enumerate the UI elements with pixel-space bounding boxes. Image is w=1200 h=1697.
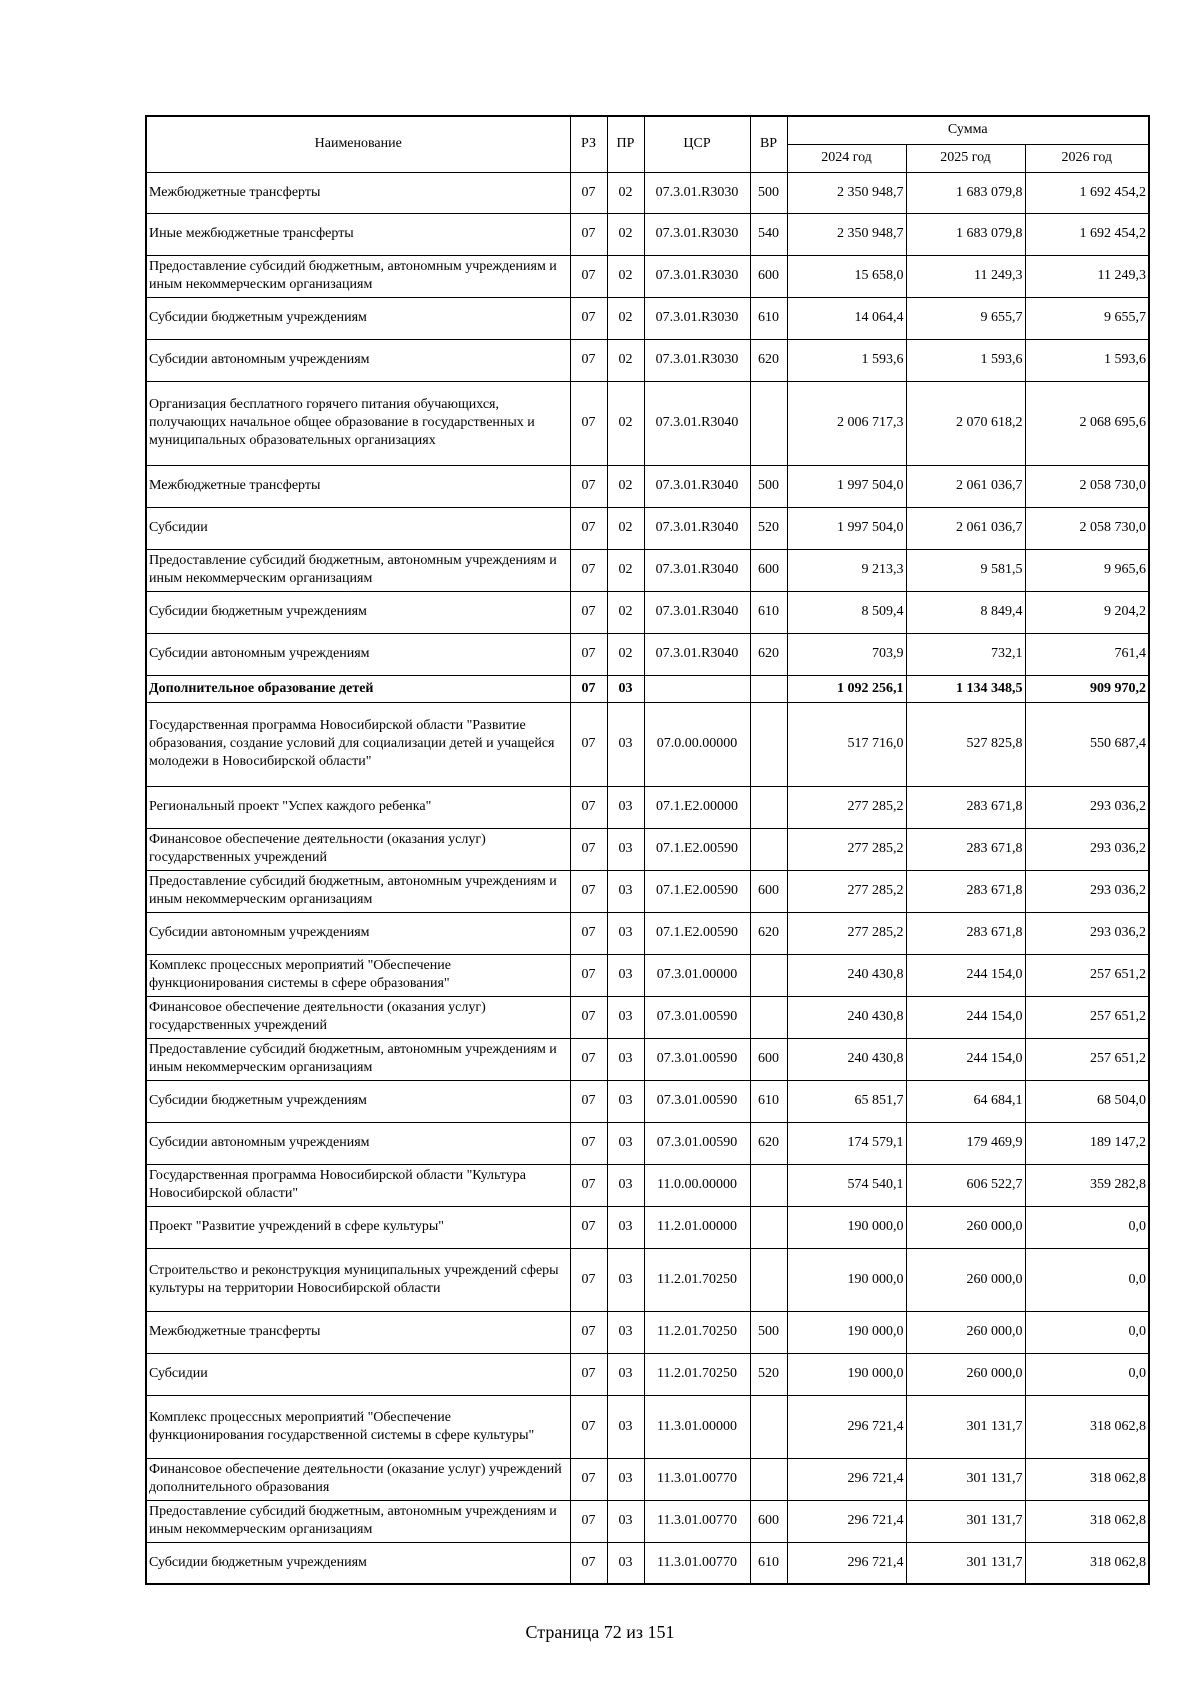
row-csr-cell: 11.3.01.00000: [644, 1395, 750, 1458]
table-row: [146, 297, 1149, 339]
row-sum-2024-cell: 65 851,7: [787, 1080, 906, 1122]
row-pr-cell: 02: [607, 255, 644, 297]
row-name-cell: Комплекс процессных мероприятий "Обеспечение функционирования государственной системы в сфере культуры": [146, 1395, 570, 1458]
row-csr-cell: 07.3.01.R3040: [644, 633, 750, 675]
row-pr-cell: 02: [607, 507, 644, 549]
row-pr-cell: 02: [607, 549, 644, 591]
row-pr-cell: 02: [607, 339, 644, 381]
row-name-cell: Межбюджетные трансферты: [146, 465, 570, 507]
row-sum-2026-cell: 293 036,2: [1025, 828, 1149, 870]
row-sum-2025-cell: 1 683 079,8: [906, 172, 1025, 213]
row-rz-cell: 07: [570, 591, 607, 633]
table-row: [146, 702, 1149, 786]
table-row: [146, 1311, 1149, 1353]
row-pr-cell: 03: [607, 1500, 644, 1542]
table-row: [146, 996, 1149, 1038]
row-sum-2026-cell: 318 062,8: [1025, 1395, 1149, 1458]
row-sum-2025-cell: 260 000,0: [906, 1311, 1025, 1353]
row-name-cell: Субсидии бюджетным учреждениям: [146, 297, 570, 339]
row-sum-2025-cell: 244 154,0: [906, 996, 1025, 1038]
row-sum-2024-cell: 517 716,0: [787, 702, 906, 786]
row-sum-2026-cell: 189 147,2: [1025, 1122, 1149, 1164]
row-vr-cell: 620: [750, 633, 787, 675]
row-csr-cell: 07.3.01.R3040: [644, 549, 750, 591]
row-rz-cell: 07: [570, 1353, 607, 1395]
row-csr-cell: 11.2.01.70250: [644, 1311, 750, 1353]
table-row: [146, 591, 1149, 633]
row-sum-2025-cell: 11 249,3: [906, 255, 1025, 297]
row-rz-cell: 07: [570, 786, 607, 828]
row-vr-cell: 520: [750, 507, 787, 549]
row-rz-cell: 07: [570, 213, 607, 255]
row-rz-cell: 07: [570, 1122, 607, 1164]
row-csr-cell: 11.3.01.00770: [644, 1458, 750, 1500]
row-name-cell: Дополнительное образование детей: [146, 675, 570, 702]
row-vr-cell: [750, 1248, 787, 1311]
row-csr-cell: 11.3.01.00770: [644, 1542, 750, 1584]
table-row: [146, 255, 1149, 297]
row-pr-cell: 02: [607, 213, 644, 255]
row-rz-cell: 07: [570, 1164, 607, 1206]
row-pr-cell: 03: [607, 702, 644, 786]
row-rz-cell: 07: [570, 381, 607, 465]
row-vr-cell: 600: [750, 1500, 787, 1542]
row-vr-cell: 620: [750, 912, 787, 954]
table-row: [146, 549, 1149, 591]
row-pr-cell: 03: [607, 1038, 644, 1080]
row-sum-2026-cell: 68 504,0: [1025, 1080, 1149, 1122]
table-row: [146, 465, 1149, 507]
row-pr-cell: 02: [607, 381, 644, 465]
row-csr-cell: 07.3.01.R3030: [644, 213, 750, 255]
row-csr-cell: 07.0.00.00000: [644, 702, 750, 786]
col-header-pr: ПР: [607, 116, 644, 172]
row-sum-2024-cell: 277 285,2: [787, 828, 906, 870]
row-rz-cell: 07: [570, 297, 607, 339]
row-name-cell: Субсидии бюджетным учреждениям: [146, 1542, 570, 1584]
table-row: [146, 1542, 1149, 1584]
table-row: [146, 507, 1149, 549]
row-pr-cell: 03: [607, 1542, 644, 1584]
row-sum-2025-cell: 732,1: [906, 633, 1025, 675]
row-sum-2026-cell: 293 036,2: [1025, 912, 1149, 954]
row-pr-cell: 03: [607, 1458, 644, 1500]
row-sum-2024-cell: 174 579,1: [787, 1122, 906, 1164]
row-name-cell: Предоставление субсидий бюджетным, автономным учреждениям и иным некоммерческим организациям: [146, 870, 570, 912]
row-vr-cell: [750, 702, 787, 786]
table-row: [146, 381, 1149, 465]
row-sum-2024-cell: 2 006 717,3: [787, 381, 906, 465]
row-sum-2026-cell: 1 692 454,2: [1025, 213, 1149, 255]
row-name-cell: Субсидии автономным учреждениям: [146, 633, 570, 675]
row-sum-2025-cell: 301 131,7: [906, 1395, 1025, 1458]
row-sum-2024-cell: 277 285,2: [787, 786, 906, 828]
row-csr-cell: 07.3.01.R3030: [644, 255, 750, 297]
row-vr-cell: [750, 1458, 787, 1500]
row-vr-cell: 600: [750, 255, 787, 297]
row-pr-cell: 03: [607, 912, 644, 954]
row-rz-cell: 07: [570, 549, 607, 591]
row-pr-cell: 03: [607, 786, 644, 828]
row-sum-2024-cell: 703,9: [787, 633, 906, 675]
row-rz-cell: 07: [570, 1080, 607, 1122]
row-sum-2024-cell: 296 721,4: [787, 1542, 906, 1584]
row-sum-2025-cell: 301 131,7: [906, 1500, 1025, 1542]
row-csr-cell: [644, 675, 750, 702]
table-row: [146, 1038, 1149, 1080]
row-sum-2024-cell: 1 092 256,1: [787, 675, 906, 702]
row-sum-2026-cell: 550 687,4: [1025, 702, 1149, 786]
row-sum-2024-cell: 1 593,6: [787, 339, 906, 381]
row-name-cell: Предоставление субсидий бюджетным, автономным учреждениям и иным некоммерческим организациям: [146, 549, 570, 591]
table-row: [146, 213, 1149, 255]
row-rz-cell: 07: [570, 1206, 607, 1248]
table-row: [146, 954, 1149, 996]
row-pr-cell: 03: [607, 1248, 644, 1311]
row-sum-2026-cell: 9 204,2: [1025, 591, 1149, 633]
table-row: [146, 1458, 1149, 1500]
budget-table: [145, 115, 1150, 1585]
row-pr-cell: 03: [607, 675, 644, 702]
row-pr-cell: 03: [607, 954, 644, 996]
row-csr-cell: 07.3.01.R3030: [644, 297, 750, 339]
row-vr-cell: 610: [750, 591, 787, 633]
row-csr-cell: 11.2.01.70250: [644, 1248, 750, 1311]
row-pr-cell: 03: [607, 1311, 644, 1353]
row-vr-cell: [750, 675, 787, 702]
table-row: [146, 870, 1149, 912]
row-name-cell: Субсидии автономным учреждениям: [146, 339, 570, 381]
row-vr-cell: [750, 828, 787, 870]
row-sum-2024-cell: 2 350 948,7: [787, 213, 906, 255]
row-pr-cell: 02: [607, 591, 644, 633]
row-name-cell: Предоставление субсидий бюджетным, автономным учреждениям и иным некоммерческим организациям: [146, 1038, 570, 1080]
row-csr-cell: 07.1.E2.00590: [644, 870, 750, 912]
row-csr-cell: 07.3.01.00590: [644, 1080, 750, 1122]
row-name-cell: Финансовое обеспечение деятельности (оказания услуг) государственных учреждений: [146, 828, 570, 870]
row-csr-cell: 11.2.01.00000: [644, 1206, 750, 1248]
row-sum-2025-cell: 1 134 348,5: [906, 675, 1025, 702]
table-row: [146, 912, 1149, 954]
row-sum-2026-cell: 257 651,2: [1025, 1038, 1149, 1080]
row-sum-2025-cell: 244 154,0: [906, 954, 1025, 996]
row-sum-2026-cell: 1 593,6: [1025, 339, 1149, 381]
col-header-name: Наименование: [146, 116, 570, 172]
row-csr-cell: 07.1.E2.00000: [644, 786, 750, 828]
row-csr-cell: 11.0.00.00000: [644, 1164, 750, 1206]
row-vr-cell: 620: [750, 1122, 787, 1164]
row-pr-cell: 02: [607, 465, 644, 507]
row-sum-2026-cell: 2 058 730,0: [1025, 507, 1149, 549]
row-sum-2024-cell: 2 350 948,7: [787, 172, 906, 213]
row-name-cell: Строительство и реконструкция муниципальных учреждений сферы культуры на территории Новосибирской области: [146, 1248, 570, 1311]
row-sum-2025-cell: 283 671,8: [906, 828, 1025, 870]
table-row: [146, 1395, 1149, 1458]
row-csr-cell: 07.3.01.00590: [644, 996, 750, 1038]
row-sum-2026-cell: 318 062,8: [1025, 1500, 1149, 1542]
row-rz-cell: 07: [570, 1542, 607, 1584]
row-sum-2025-cell: 9 655,7: [906, 297, 1025, 339]
row-vr-cell: [750, 1164, 787, 1206]
row-csr-cell: 07.3.01.R3040: [644, 381, 750, 465]
row-sum-2025-cell: 64 684,1: [906, 1080, 1025, 1122]
row-sum-2026-cell: 2 058 730,0: [1025, 465, 1149, 507]
row-sum-2025-cell: 244 154,0: [906, 1038, 1025, 1080]
row-sum-2026-cell: 761,4: [1025, 633, 1149, 675]
table-row: [146, 1248, 1149, 1311]
row-rz-cell: 07: [570, 702, 607, 786]
row-name-cell: Субсидии: [146, 1353, 570, 1395]
table-header: [146, 116, 1149, 172]
row-rz-cell: 07: [570, 465, 607, 507]
row-sum-2025-cell: 260 000,0: [906, 1206, 1025, 1248]
row-vr-cell: 620: [750, 339, 787, 381]
row-csr-cell: 11.2.01.70250: [644, 1353, 750, 1395]
row-name-cell: Финансовое обеспечение деятельности (оказания услуг) государственных учреждений: [146, 996, 570, 1038]
row-sum-2025-cell: 301 131,7: [906, 1542, 1025, 1584]
row-sum-2026-cell: 2 068 695,6: [1025, 381, 1149, 465]
table-row: [146, 675, 1149, 702]
row-csr-cell: 07.3.01.R3040: [644, 465, 750, 507]
row-rz-cell: 07: [570, 507, 607, 549]
row-vr-cell: 610: [750, 1080, 787, 1122]
row-csr-cell: 07.3.01.00000: [644, 954, 750, 996]
row-sum-2024-cell: 1 997 504,0: [787, 465, 906, 507]
row-sum-2024-cell: 277 285,2: [787, 912, 906, 954]
row-sum-2024-cell: 15 658,0: [787, 255, 906, 297]
row-name-cell: Межбюджетные трансферты: [146, 172, 570, 213]
row-rz-cell: 07: [570, 1395, 607, 1458]
row-sum-2026-cell: 1 692 454,2: [1025, 172, 1149, 213]
row-sum-2025-cell: 2 061 036,7: [906, 507, 1025, 549]
row-pr-cell: 03: [607, 1122, 644, 1164]
row-rz-cell: 07: [570, 1458, 607, 1500]
row-name-cell: Иные межбюджетные трансферты: [146, 213, 570, 255]
row-sum-2025-cell: 8 849,4: [906, 591, 1025, 633]
table-row: [146, 786, 1149, 828]
row-sum-2024-cell: 9 213,3: [787, 549, 906, 591]
row-csr-cell: 07.3.01.00590: [644, 1038, 750, 1080]
page-number: Страница 72 из 151: [525, 1622, 675, 1642]
row-sum-2026-cell: 359 282,8: [1025, 1164, 1149, 1206]
row-rz-cell: 07: [570, 675, 607, 702]
row-sum-2024-cell: 277 285,2: [787, 870, 906, 912]
row-name-cell: Субсидии автономным учреждениям: [146, 1122, 570, 1164]
table-row: [146, 1206, 1149, 1248]
row-sum-2026-cell: 0,0: [1025, 1311, 1149, 1353]
row-sum-2025-cell: 606 522,7: [906, 1164, 1025, 1206]
row-sum-2026-cell: 9 965,6: [1025, 549, 1149, 591]
row-sum-2024-cell: 296 721,4: [787, 1458, 906, 1500]
row-sum-2025-cell: 283 671,8: [906, 912, 1025, 954]
row-sum-2026-cell: 9 655,7: [1025, 297, 1149, 339]
row-sum-2024-cell: 190 000,0: [787, 1206, 906, 1248]
row-vr-cell: 600: [750, 870, 787, 912]
col-header-year-2026: 2026 год: [1025, 144, 1149, 172]
table-body: [146, 172, 1149, 1584]
col-header-csr: ЦСР: [644, 116, 750, 172]
col-header-sum: Сумма: [787, 116, 1149, 144]
row-vr-cell: 610: [750, 1542, 787, 1584]
row-pr-cell: 03: [607, 828, 644, 870]
row-vr-cell: [750, 1206, 787, 1248]
row-pr-cell: 02: [607, 633, 644, 675]
row-rz-cell: 07: [570, 954, 607, 996]
row-sum-2024-cell: 240 430,8: [787, 954, 906, 996]
row-vr-cell: 500: [750, 172, 787, 213]
col-header-year-2025: 2025 год: [906, 144, 1025, 172]
row-sum-2024-cell: 240 430,8: [787, 1038, 906, 1080]
row-name-cell: Проект "Развитие учреждений в сфере культуры": [146, 1206, 570, 1248]
row-name-cell: Региональный проект "Успех каждого ребенка": [146, 786, 570, 828]
row-sum-2025-cell: 260 000,0: [906, 1248, 1025, 1311]
row-vr-cell: [750, 381, 787, 465]
row-sum-2026-cell: 0,0: [1025, 1248, 1149, 1311]
table-row: [146, 1353, 1149, 1395]
row-vr-cell: 520: [750, 1353, 787, 1395]
row-pr-cell: 03: [607, 1206, 644, 1248]
row-sum-2026-cell: 293 036,2: [1025, 870, 1149, 912]
row-csr-cell: 07.3.01.R3040: [644, 507, 750, 549]
row-sum-2024-cell: 190 000,0: [787, 1311, 906, 1353]
row-sum-2026-cell: 318 062,8: [1025, 1458, 1149, 1500]
row-rz-cell: 07: [570, 1038, 607, 1080]
row-csr-cell: 07.1.E2.00590: [644, 828, 750, 870]
row-rz-cell: 07: [570, 1500, 607, 1542]
row-name-cell: Субсидии бюджетным учреждениям: [146, 591, 570, 633]
row-pr-cell: 03: [607, 1080, 644, 1122]
row-sum-2026-cell: 318 062,8: [1025, 1542, 1149, 1584]
row-name-cell: Предоставление субсидий бюджетным, автономным учреждениям и иным некоммерческим организациям: [146, 1500, 570, 1542]
row-sum-2026-cell: 293 036,2: [1025, 786, 1149, 828]
row-sum-2025-cell: 179 469,9: [906, 1122, 1025, 1164]
row-sum-2025-cell: 301 131,7: [906, 1458, 1025, 1500]
row-name-cell: Финансовое обеспечение деятельности (оказание услуг) учреждений дополнительного образования: [146, 1458, 570, 1500]
row-name-cell: Организация бесплатного горячего питания обучающихся, получающих начальное общее образование в государственных и муниципальных образовательных организациях: [146, 381, 570, 465]
table-row: [146, 633, 1149, 675]
table-row: [146, 1122, 1149, 1164]
row-csr-cell: 07.3.01.R3040: [644, 591, 750, 633]
row-vr-cell: 500: [750, 465, 787, 507]
row-sum-2025-cell: 2 061 036,7: [906, 465, 1025, 507]
row-rz-cell: 07: [570, 912, 607, 954]
row-sum-2025-cell: 1 683 079,8: [906, 213, 1025, 255]
col-header-vr: ВР: [750, 116, 787, 172]
row-sum-2026-cell: 0,0: [1025, 1353, 1149, 1395]
row-rz-cell: 07: [570, 1248, 607, 1311]
row-name-cell: Предоставление субсидий бюджетным, автономным учреждениям и иным некоммерческим организациям: [146, 255, 570, 297]
table-row: [146, 1500, 1149, 1542]
row-sum-2024-cell: 190 000,0: [787, 1353, 906, 1395]
row-name-cell: Субсидии бюджетным учреждениям: [146, 1080, 570, 1122]
row-vr-cell: [750, 954, 787, 996]
table-row: [146, 339, 1149, 381]
row-pr-cell: 02: [607, 172, 644, 213]
row-rz-cell: 07: [570, 870, 607, 912]
row-vr-cell: 610: [750, 297, 787, 339]
row-sum-2024-cell: 14 064,4: [787, 297, 906, 339]
row-name-cell: Государственная программа Новосибирской области "Культура Новосибирской области": [146, 1164, 570, 1206]
row-vr-cell: [750, 1395, 787, 1458]
row-sum-2025-cell: 1 593,6: [906, 339, 1025, 381]
row-sum-2024-cell: 296 721,4: [787, 1395, 906, 1458]
row-name-cell: Субсидии автономным учреждениям: [146, 912, 570, 954]
row-sum-2024-cell: 190 000,0: [787, 1248, 906, 1311]
row-sum-2026-cell: 257 651,2: [1025, 996, 1149, 1038]
row-sum-2025-cell: 283 671,8: [906, 870, 1025, 912]
row-sum-2026-cell: 0,0: [1025, 1206, 1149, 1248]
row-sum-2024-cell: 240 430,8: [787, 996, 906, 1038]
row-sum-2026-cell: 909 970,2: [1025, 675, 1149, 702]
row-name-cell: Комплекс процессных мероприятий "Обеспечение функционирования системы в сфере образования": [146, 954, 570, 996]
row-sum-2025-cell: 9 581,5: [906, 549, 1025, 591]
row-sum-2025-cell: 527 825,8: [906, 702, 1025, 786]
row-sum-2024-cell: 1 997 504,0: [787, 507, 906, 549]
table-row: [146, 1164, 1149, 1206]
row-csr-cell: 07.1.E2.00590: [644, 912, 750, 954]
row-vr-cell: [750, 786, 787, 828]
row-name-cell: Государственная программа Новосибирской области "Развитие образования, создание условий для социализации детей и учащейся молодежи в Новосибирской области": [146, 702, 570, 786]
row-rz-cell: 07: [570, 255, 607, 297]
row-sum-2025-cell: 2 070 618,2: [906, 381, 1025, 465]
row-pr-cell: 03: [607, 996, 644, 1038]
row-rz-cell: 07: [570, 996, 607, 1038]
row-csr-cell: 07.3.01.R3030: [644, 172, 750, 213]
row-sum-2024-cell: 8 509,4: [787, 591, 906, 633]
row-name-cell: Субсидии: [146, 507, 570, 549]
row-vr-cell: 600: [750, 549, 787, 591]
row-csr-cell: 11.3.01.00770: [644, 1500, 750, 1542]
row-vr-cell: [750, 996, 787, 1038]
row-pr-cell: 03: [607, 870, 644, 912]
row-rz-cell: 07: [570, 339, 607, 381]
row-rz-cell: 07: [570, 633, 607, 675]
row-sum-2024-cell: 296 721,4: [787, 1500, 906, 1542]
col-header-rz: РЗ: [570, 116, 607, 172]
row-pr-cell: 03: [607, 1395, 644, 1458]
row-pr-cell: 02: [607, 297, 644, 339]
row-vr-cell: 500: [750, 1311, 787, 1353]
row-rz-cell: 07: [570, 828, 607, 870]
col-header-year-2024: 2024 год: [787, 144, 906, 172]
table-row: [146, 172, 1149, 213]
row-name-cell: Межбюджетные трансферты: [146, 1311, 570, 1353]
table-row: [146, 828, 1149, 870]
row-csr-cell: 07.3.01.R3030: [644, 339, 750, 381]
row-pr-cell: 03: [607, 1353, 644, 1395]
row-sum-2024-cell: 574 540,1: [787, 1164, 906, 1206]
row-rz-cell: 07: [570, 172, 607, 213]
row-vr-cell: 540: [750, 213, 787, 255]
row-rz-cell: 07: [570, 1311, 607, 1353]
row-pr-cell: 03: [607, 1164, 644, 1206]
row-csr-cell: 07.3.01.00590: [644, 1122, 750, 1164]
row-sum-2026-cell: 257 651,2: [1025, 954, 1149, 996]
table-row: [146, 1080, 1149, 1122]
row-sum-2025-cell: 283 671,8: [906, 786, 1025, 828]
row-vr-cell: 600: [750, 1038, 787, 1080]
row-sum-2025-cell: 260 000,0: [906, 1353, 1025, 1395]
row-sum-2026-cell: 11 249,3: [1025, 255, 1149, 297]
